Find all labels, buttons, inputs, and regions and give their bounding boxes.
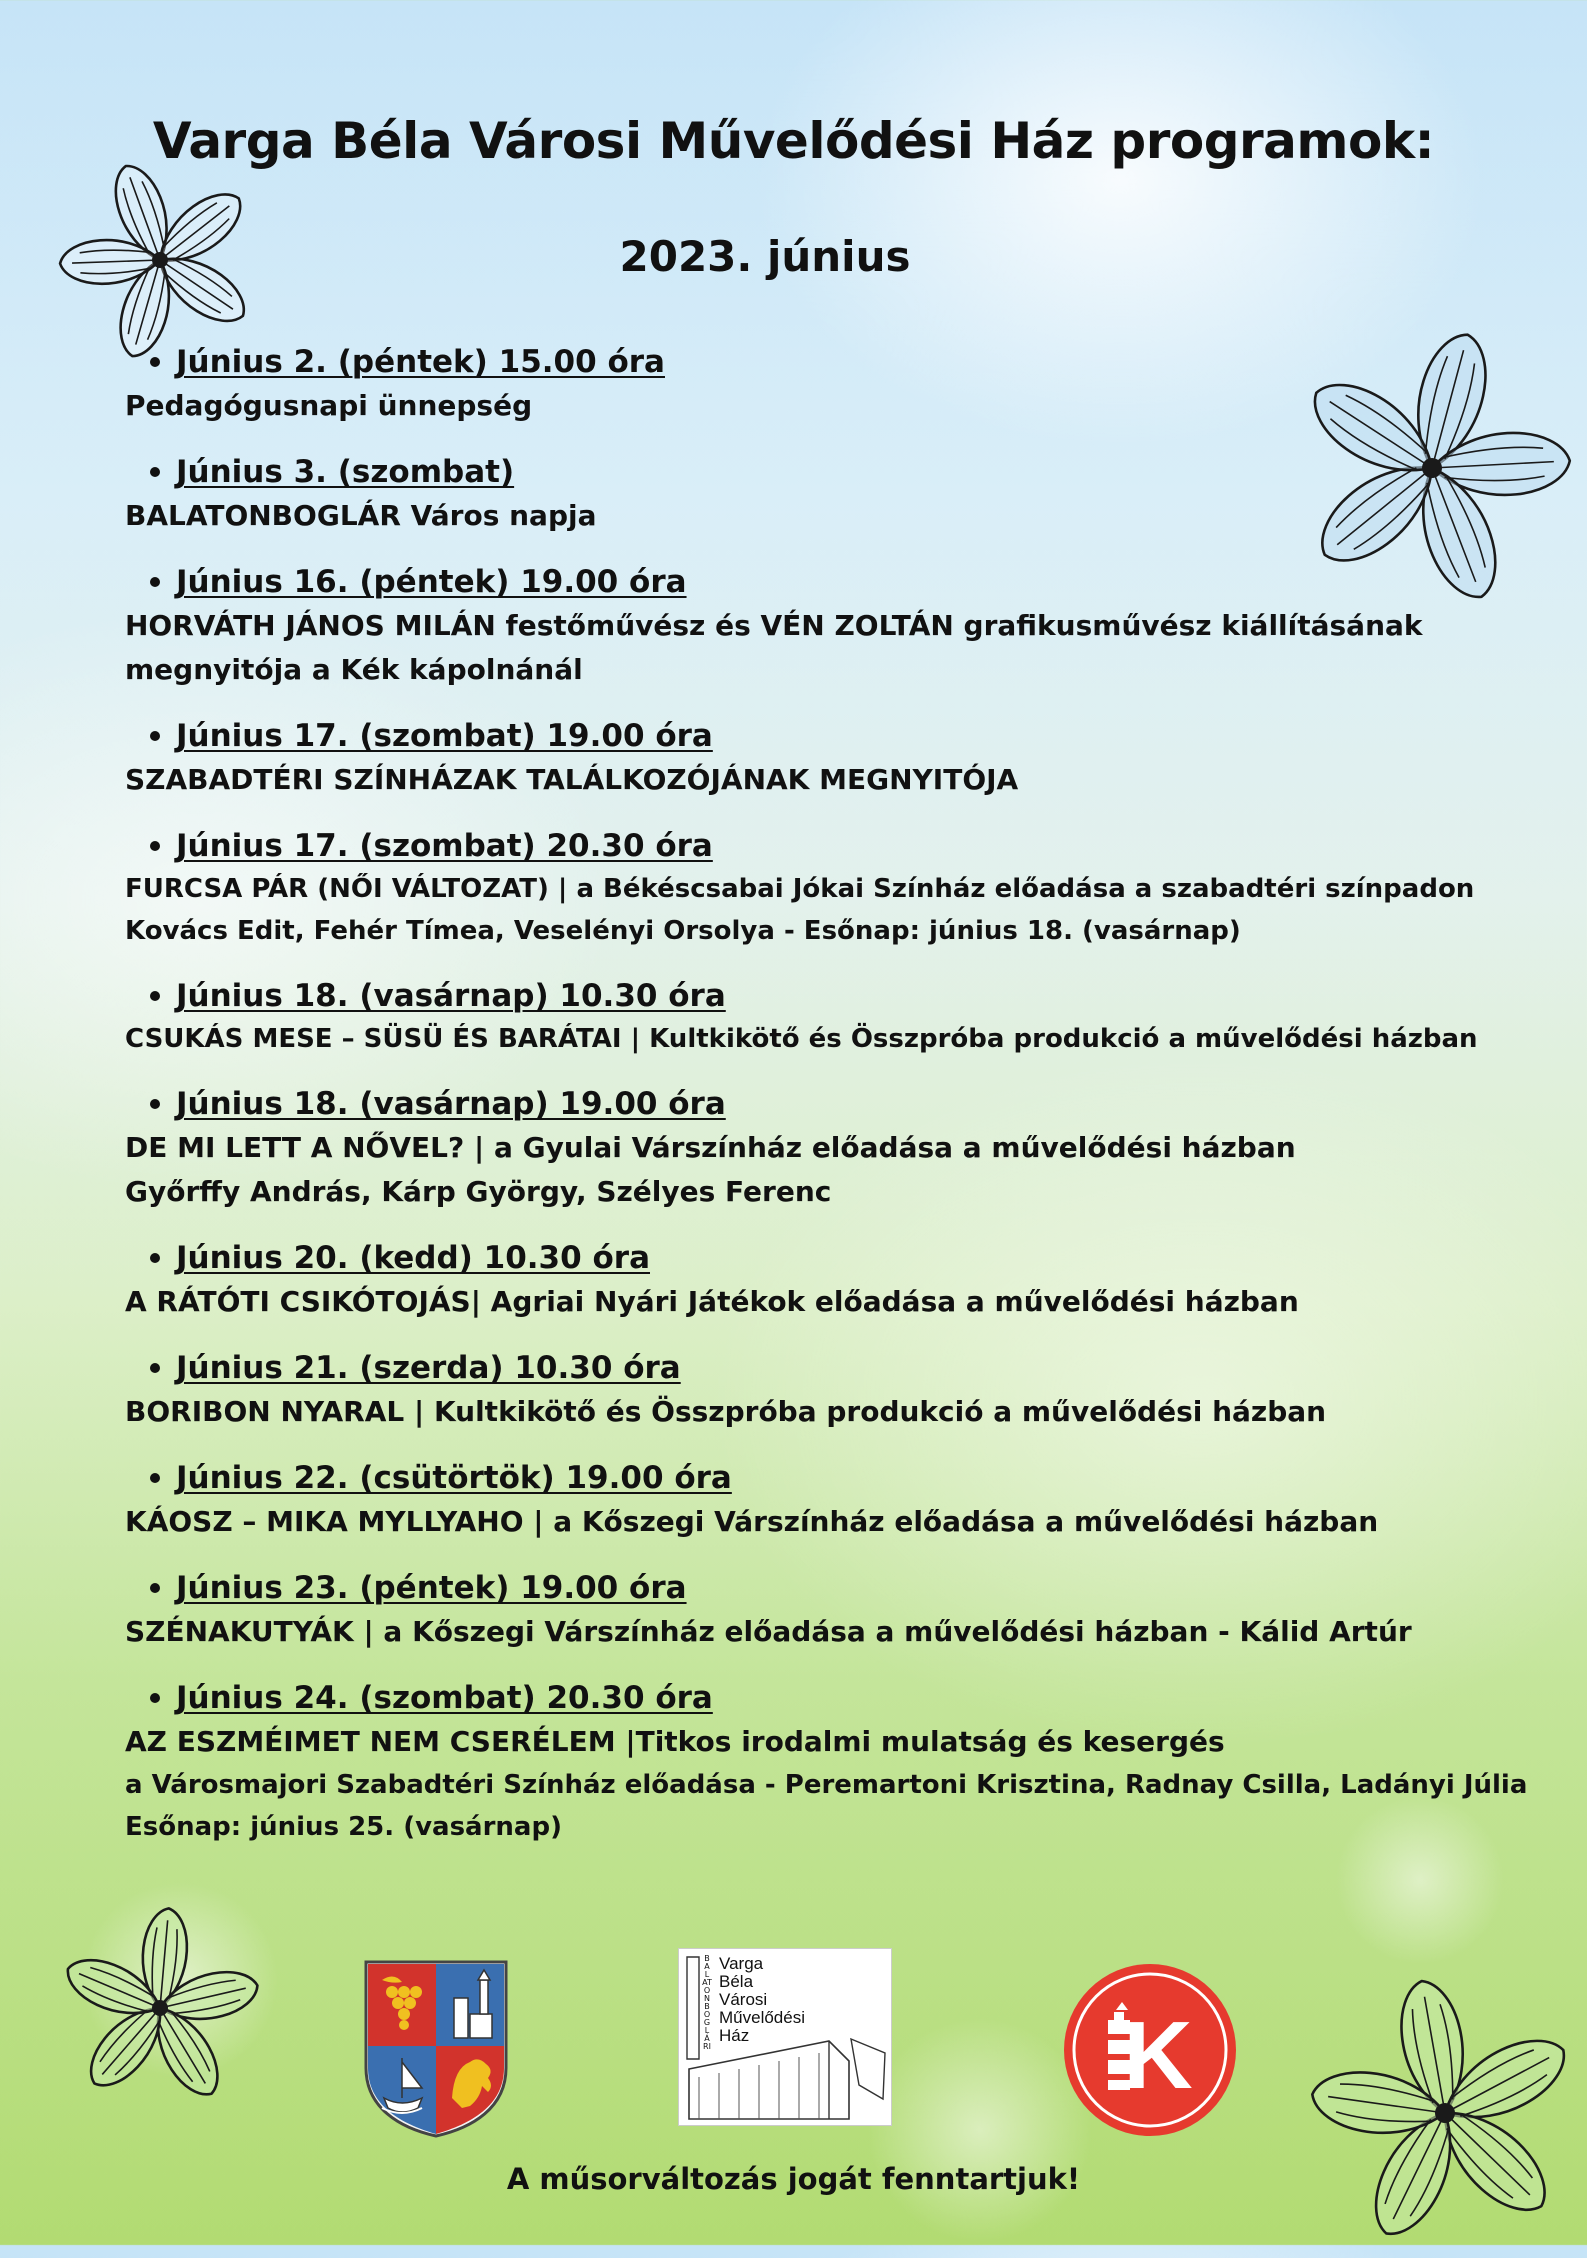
event-item [125, 1082, 1520, 1214]
coat-of-arms-icon [362, 1958, 510, 2138]
event-date: Június 23. (péntek) 19.00 óra [176, 1570, 687, 1606]
event-description: CSUKÁS MESE – SÜSÜ ÉS BARÁTAI | Kultkikötő és Összpróba produkció a művelődési házban [125, 1024, 1478, 1054]
event-description: BORIBON NYARAL | Kultkikötő és Összpróba produkció a művelődési házban [125, 1395, 1327, 1428]
bullet-icon [150, 467, 160, 477]
event-item [125, 1236, 1520, 1324]
bullet-icon [150, 577, 160, 587]
event-date-row [125, 714, 1520, 758]
event-description: FURCSA PÁR (NŐI VÁLTOZAT) | a Békéscsabai Jókai Színház előadása a szabadtéri színpadon [125, 874, 1475, 904]
logo-vertical-text: BALATONBOGLÁRI [702, 1954, 712, 2051]
event-date-row [125, 1676, 1520, 1720]
event-date: Június 16. (péntek) 19.00 óra [176, 564, 687, 600]
event-item [125, 1456, 1520, 1544]
logo-name-line: Varga [719, 1954, 764, 1973]
event-date: Június 20. (kedd) 10.30 óra [176, 1240, 650, 1276]
event-item [125, 1566, 1520, 1654]
event-date-row [125, 824, 1520, 868]
event-date: Június 24. (szombat) 20.30 óra [176, 1680, 713, 1716]
bullet-icon [150, 1253, 160, 1263]
cultural-house-logo [678, 1948, 892, 2126]
bullet-icon [150, 1363, 160, 1373]
event-description: A RÁTÓTI CSIKÓTOJÁS| Agriai Nyári Játékok előadása a művelődési házban [125, 1285, 1299, 1318]
event-item [125, 340, 1520, 428]
event-description: DE MI LETT A NŐVEL? | a Gyulai Várszínház előadása a művelődési házban [125, 1131, 1296, 1164]
logo-name-line: Városi [719, 1990, 768, 2009]
event-date-row [125, 560, 1520, 604]
event-description: SZÉNAKUTYÁK | a Kőszegi Várszínház előadása a művelődési házban - Kálid Artúr [125, 1615, 1412, 1648]
logo-name-line: Művelődési [719, 2008, 805, 2027]
event-date: Június 21. (szerda) 10.30 óra [176, 1350, 681, 1386]
event-item [125, 450, 1520, 538]
event-date: Június 18. (vasárnap) 19.00 óra [176, 1086, 726, 1122]
event-description: KÁOSZ – MIKA MYLLYAHO | a Kőszegi Várszínház előadása a művelődési házban [125, 1505, 1379, 1538]
k-letter: K [1123, 2002, 1193, 2109]
bullet-icon [150, 1473, 160, 1483]
event-rain-date: Esőnap: június 25. (vasárnap) [125, 1812, 562, 1842]
event-description: HORVÁTH JÁNOS MILÁN festőművész és VÉN ZOLTÁN grafikusművész kiállításának [125, 609, 1423, 642]
event-list [125, 340, 1528, 1870]
event-date-row [125, 1566, 1520, 1610]
event-date-row [125, 1456, 1520, 1500]
flower-bottom-right-icon [1300, 1968, 1587, 2258]
k-logo-icon [1062, 1962, 1238, 2138]
event-description: megnyitója a Kék kápolnánál [125, 653, 583, 686]
page-subtitle: 2023. június [619, 232, 911, 281]
event-item [125, 1676, 1528, 1848]
event-item [125, 824, 1520, 952]
bullet-icon [150, 731, 160, 741]
event-description: BALATONBOGLÁR Város napja [125, 499, 597, 532]
logo-name-line: Béla [719, 1972, 754, 1991]
event-cast: a Városmajori Szabadtéri Színház előadása - Peremartoni Krisztina, Radnay Csilla, Ladányi Júlia [125, 1770, 1528, 1800]
event-date: Június 18. (vasárnap) 10.30 óra [176, 978, 726, 1014]
event-item [125, 560, 1520, 692]
event-date-row [125, 974, 1520, 1018]
bullet-icon [150, 1099, 160, 1109]
flower-bottom-left-icon [50, 1898, 270, 2118]
event-description: SZABADTÉRI SZÍNHÁZAK TALÁLKOZÓJÁNAK MEGNYITÓJA [125, 763, 1019, 796]
event-date-row [125, 450, 1520, 494]
event-description: AZ ESZMÉIMET NEM CSERÉLEM |Titkos irodalmi mulatság és kesergés [125, 1725, 1225, 1758]
event-date-row [125, 1082, 1520, 1126]
event-date: Június 22. (csütörtök) 19.00 óra [176, 1460, 732, 1496]
event-date: Június 17. (szombat) 20.30 óra [176, 828, 713, 864]
event-date: Június 3. (szombat) [176, 454, 515, 490]
event-item [125, 974, 1520, 1060]
page-title: Varga Béla Városi Művelődési Ház programok: [152, 112, 1435, 170]
event-date: Június 17. (szombat) 19.00 óra [176, 718, 713, 754]
event-date-row [125, 1346, 1520, 1390]
bullet-icon [150, 991, 160, 1001]
event-item [125, 1346, 1520, 1434]
building-drawing-icon [679, 1949, 893, 2127]
event-date-row [125, 1236, 1520, 1280]
bullet-icon [150, 1693, 160, 1703]
event-cast: Kovács Edit, Fehér Tímea, Veselényi Orsolya - Esőnap: június 18. (vasárnap) [125, 916, 1241, 946]
footer-note: A műsorváltozás jogát fenntartjuk! [506, 2162, 1081, 2196]
event-date: Június 2. (péntek) 15.00 óra [176, 344, 665, 380]
event-cast: Győrffy András, Kárp György, Szélyes Ferenc [125, 1175, 832, 1208]
event-date-row [125, 340, 1520, 384]
bullet-icon [150, 357, 160, 367]
event-item [125, 714, 1520, 802]
bullet-icon [150, 841, 160, 851]
logo-name-line: Ház [719, 2026, 750, 2045]
event-description: Pedagógusnapi ünnepség [125, 389, 533, 422]
bullet-icon [150, 1583, 160, 1593]
